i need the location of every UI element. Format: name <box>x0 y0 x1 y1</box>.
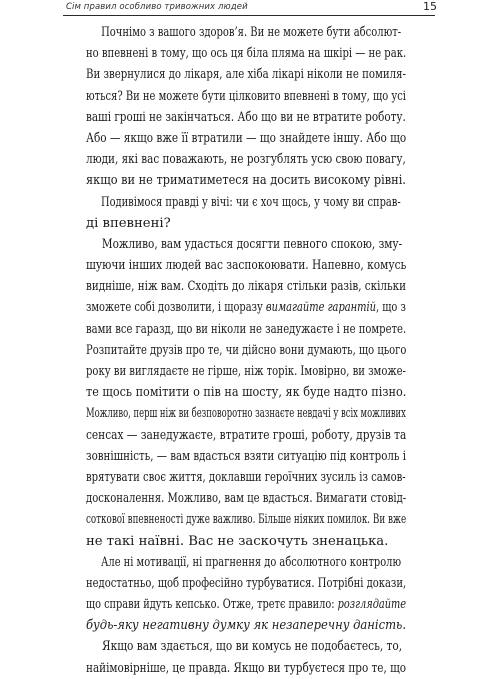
text-line: люди, які вас поважають, не розгублять усю свою повагу, <box>86 152 406 168</box>
text-line: недостатньо, щоб професійно турбуватися. Потрібні докази, <box>86 575 407 591</box>
text-line: року ви виглядаєте не гірше, ніж торік. Імовірно, ви зможе- <box>86 364 406 379</box>
text-line: но впевнені в тому, що ось ця біла пляма на шкірі — не рак. <box>86 46 407 62</box>
emphasis-text: вимагайте гарантій <box>265 300 376 316</box>
text-line <box>86 615 407 636</box>
text-line: шуючи інших людей вас заспокоювати. Напевно, комусь <box>86 258 407 274</box>
page-number: 15 <box>423 0 437 13</box>
text-line: що справи йдуть кепсько. Отже, третє правило: розглядайте <box>86 597 407 613</box>
text-line: Але ні мотивації, ні прагнення до абсолютного контролю <box>100 554 402 570</box>
header-rule <box>63 15 435 16</box>
text-line: Можливо, вам удасться досягти певного спокою, зму- <box>101 236 403 252</box>
text-line: ваші гроші не закінчаться. Або що ви не втратите роботу. <box>86 109 406 125</box>
text-line: не такі наївні. Вас не заскочуть зненацька. <box>86 533 389 549</box>
text-line: Подивімося правді у вічі: чи є хоч щось, у чому ви справ- <box>100 194 401 210</box>
emphasis-text: будь-яку негативну думку як незаперечну даність. <box>86 618 407 634</box>
text-line: якщо ви не триматиметеся на досить високому рівні. <box>86 173 406 189</box>
text-line: Почнімо з вашого здоров’я. Ви не можете бути абсолют- <box>101 25 402 40</box>
body-text <box>86 22 406 679</box>
text-line: Або — якщо вже її втратили — що знайдете іншу. Або що <box>86 130 407 146</box>
text-line: сенсах — занедужаєте, втратите гроші, роботу, друзів та <box>86 427 407 443</box>
text-line: зможете собі дозволити, і щоразу вимагайте гарантій, що з <box>86 300 406 316</box>
text-line: Можливо, перш ніж ви безповоротно зазнаєте невдачі у всіх можливих <box>86 406 406 422</box>
text-line: ді впевнені? <box>86 215 171 231</box>
emphasis-text: розглядайте <box>337 597 407 613</box>
text-line: зовнішність, — вам вдасться взяти ситуацію під контроль і <box>86 448 406 464</box>
text-line: соткової впевненості дуже важливо. Більше ніяких помилок. Ви вже <box>86 512 407 528</box>
text-line: Ви звернулися до лікаря, але хіба лікарі ніколи не помиля- <box>86 67 406 83</box>
text-line: Розпитайте друзів про те, чи дійсно вони думають, що цього <box>86 342 407 358</box>
running-head: Сім правил особливо тривожних людей <box>66 2 248 12</box>
text-line: ються? Ви не можете бути цілковито впевнені в тому, що усі <box>86 88 406 104</box>
text-line: видніше, ніж вам. Сходіть до лікаря стільки разів, скільки <box>86 279 407 295</box>
text-line: вами все гаразд, що ви ніколи не занедужаєте і не помрете. <box>86 321 407 337</box>
text-line: найімовірніше, це правда. Якщо ви турбуєтеся про те, що <box>86 660 407 676</box>
text-line: врятувати своє життя, доклавши героїчних зусиль із самов- <box>86 469 406 485</box>
text-line: досконалення. Можливо, вам це вдасться. Вимагати стовід- <box>86 491 407 507</box>
text-line: Якщо вам здається, що ви комусь не подобаєтесь, то, <box>102 639 403 655</box>
text-line: те щось помітити о пів на шосту, як буде надто пізно. <box>86 385 407 401</box>
